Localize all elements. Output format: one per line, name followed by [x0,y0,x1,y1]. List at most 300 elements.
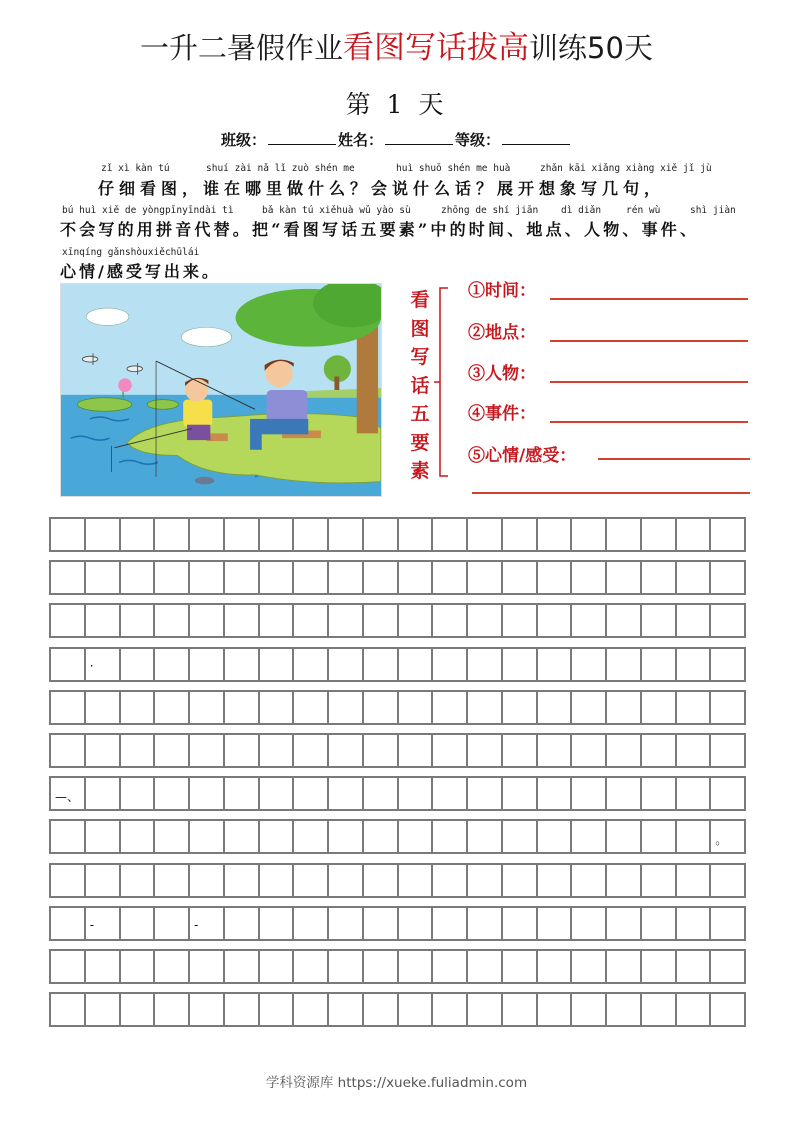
grid-cell[interactable] [711,735,746,766]
grid-cell[interactable] [260,951,295,982]
grid-cell[interactable] [225,908,260,939]
element-feeling-line[interactable] [598,458,750,460]
grid-cell[interactable] [468,778,503,809]
grid-row [49,992,746,1027]
pinyin-line-3: xīnqíng gǎnshòuxiěchūlái [62,247,200,258]
grid-cell[interactable] [503,735,538,766]
grid-cell[interactable] [294,951,329,982]
grid-cell[interactable] [86,994,121,1025]
grid-cell[interactable] [329,562,364,593]
fishing-illustration [60,283,382,497]
element-feeling-label: ⑤心情/感受： [468,446,577,466]
grid-cell[interactable] [225,778,260,809]
grid-cell[interactable] [121,951,156,982]
grid-cell[interactable] [364,865,399,896]
grid-cell[interactable] [86,649,121,680]
element-place-label: ②地点： [468,323,536,343]
element-event-label: ④事件： [468,404,536,424]
grid-cell[interactable] [433,692,468,723]
grid-cell[interactable] [607,735,642,766]
grid-cell[interactable] [155,821,190,852]
grid-cell[interactable] [121,562,156,593]
grid-cell[interactable] [364,562,399,593]
grid-cell[interactable] [711,951,746,982]
grid-cell[interactable] [433,865,468,896]
page-title [0,28,793,68]
grid-cell[interactable] [86,562,121,593]
grid-cell[interactable] [711,562,746,593]
grid-cell[interactable] [260,605,295,636]
grid-cell[interactable] [121,821,156,852]
grid-cell[interactable] [364,994,399,1025]
grid-cell[interactable] [190,994,225,1025]
element-place-line[interactable] [550,340,748,342]
grid-cell[interactable] [433,908,468,939]
grid-cell[interactable] [190,865,225,896]
grid-row [49,733,746,768]
hanzi-line-2: 不会写的用拼音代替。把“看图写话五要素”中的时间、地点、人物、事件、 [60,220,700,239]
element-extra-line[interactable] [472,492,750,494]
grid-cell[interactable] [329,951,364,982]
grid-cell[interactable] [190,605,225,636]
grid-cell[interactable] [642,994,677,1025]
element-event-line[interactable] [550,421,748,423]
grid-cell[interactable] [399,821,434,852]
grid-cell[interactable] [677,778,712,809]
grid-cell[interactable] [503,951,538,982]
title-prefix: 一升二暑假作业 [140,31,344,65]
grid-cell[interactable] [329,908,364,939]
grid-cell[interactable] [503,519,538,550]
grid-cell[interactable] [51,778,86,809]
grid-cell[interactable] [364,605,399,636]
grid-cell[interactable] [155,649,190,680]
grid-cell[interactable] [294,692,329,723]
grid-cell[interactable] [642,562,677,593]
grid-cell[interactable] [572,735,607,766]
grid-cell[interactable] [225,649,260,680]
grid-cell[interactable] [225,865,260,896]
grid-cell[interactable] [190,519,225,550]
grid-cell[interactable] [225,735,260,766]
grid-cell[interactable] [260,908,295,939]
grid-cell[interactable] [399,692,434,723]
grid-cell[interactable] [121,605,156,636]
grid-row [49,819,746,854]
grid-row [49,863,746,898]
grid-cell[interactable] [225,821,260,852]
grid-cell[interactable] [607,994,642,1025]
grid-cell[interactable] [607,778,642,809]
grid-cell[interactable] [642,735,677,766]
name-field[interactable] [385,129,453,145]
pinyin-line-2a: bú huì xiě de yòngpīnyīndài tì [62,205,234,216]
grid-cell[interactable] [121,692,156,723]
grid-cell[interactable] [538,735,573,766]
grid-cell[interactable] [294,562,329,593]
grid-cell[interactable] [329,519,364,550]
grid-cell[interactable] [468,649,503,680]
grid-cell[interactable] [399,994,434,1025]
grid-cell[interactable] [190,908,225,939]
grid-cell[interactable] [294,865,329,896]
grid-cell[interactable] [642,865,677,896]
pinyin-line-2d: dì diǎn [561,205,602,216]
heading-char: 看 [410,289,430,311]
five-elements-heading [408,286,432,486]
grid-cell[interactable] [399,649,434,680]
grid-cell[interactable] [607,908,642,939]
grid-cell[interactable] [51,605,86,636]
grid-cell[interactable] [468,735,503,766]
grid-cell[interactable] [538,692,573,723]
grid-cell[interactable] [433,605,468,636]
grid-cell[interactable] [260,778,295,809]
grid-cell[interactable] [225,519,260,550]
grid-cell[interactable] [399,735,434,766]
grid-cell[interactable] [711,865,746,896]
element-people-line[interactable] [550,381,748,383]
grid-cell[interactable] [433,951,468,982]
grid-cell[interactable] [190,951,225,982]
grid-row [49,560,746,595]
grid-cell[interactable] [538,649,573,680]
grid-cell[interactable] [260,649,295,680]
grid-cell[interactable] [677,562,712,593]
grid-cell[interactable] [329,692,364,723]
grid-cell[interactable] [607,649,642,680]
grid-cell[interactable] [677,865,712,896]
grid-cell[interactable] [51,649,86,680]
grid-cell[interactable] [468,519,503,550]
grid-cell[interactable] [155,562,190,593]
grid-cell[interactable] [677,994,712,1025]
grid-cell[interactable] [329,605,364,636]
grid-row [49,690,746,725]
heading-char: 写 [410,346,430,368]
grid-cell[interactable] [642,605,677,636]
grid-cell[interactable] [572,908,607,939]
grid-cell[interactable] [642,692,677,723]
grid-cell[interactable] [294,821,329,852]
grid-cell[interactable] [711,994,746,1025]
grid-cell[interactable] [433,821,468,852]
grid-cell[interactable] [294,605,329,636]
grid-cell[interactable] [607,605,642,636]
class-label: 班级： [220,131,266,149]
grid-cell[interactable] [225,994,260,1025]
heading-char: 要 [410,431,430,454]
grid-row [49,776,746,811]
grid-cell[interactable] [121,649,156,680]
grid-cell[interactable] [433,735,468,766]
grid-cell[interactable] [86,605,121,636]
grid-cell[interactable] [190,735,225,766]
grid-cell[interactable] [468,865,503,896]
grid-cell[interactable] [364,821,399,852]
grid-cell[interactable] [190,562,225,593]
grid-cell[interactable] [538,865,573,896]
grid-cell[interactable] [642,821,677,852]
grid-cell[interactable] [677,951,712,982]
grid-cell[interactable] [121,519,156,550]
grade-field[interactable] [502,129,570,145]
grid-cell[interactable] [677,605,712,636]
grid-cell[interactable] [642,649,677,680]
class-field[interactable] [268,129,336,145]
fishing-scene-image [61,284,381,496]
grid-cell[interactable] [503,821,538,852]
grid-cell[interactable] [260,692,295,723]
grid-cell[interactable] [86,692,121,723]
grid-cell[interactable] [155,735,190,766]
grid-cell[interactable] [260,562,295,593]
grid-cell[interactable] [86,951,121,982]
grid-cell[interactable] [86,519,121,550]
grid-cell[interactable] [364,649,399,680]
grid-cell[interactable] [677,908,712,939]
grid-cell[interactable] [260,865,295,896]
bracket-icon [434,286,450,478]
grid-cell[interactable] [433,994,468,1025]
grid-cell[interactable] [538,951,573,982]
grid-cell[interactable] [607,821,642,852]
grid-cell[interactable] [468,692,503,723]
grid-cell[interactable] [364,519,399,550]
grid-cell[interactable] [260,519,295,550]
grid-cell[interactable] [51,821,86,852]
handwritten-mark: - [194,917,199,932]
grid-cell[interactable] [51,951,86,982]
grid-cell[interactable] [711,778,746,809]
grid-cell[interactable] [399,562,434,593]
grid-cell[interactable] [294,908,329,939]
grid-cell[interactable] [642,519,677,550]
grid-cell[interactable] [642,908,677,939]
title-highlight: 看图写话拔高 [343,30,530,66]
grid-cell[interactable] [329,994,364,1025]
grid-cell[interactable] [572,865,607,896]
grid-cell[interactable] [364,908,399,939]
grid-cell[interactable] [503,908,538,939]
grid-cell[interactable] [433,778,468,809]
grid-row [49,517,746,552]
grid-cell[interactable] [225,605,260,636]
element-time-line[interactable] [550,298,748,300]
grid-cell[interactable] [711,605,746,636]
grid-cell[interactable] [364,735,399,766]
grid-cell[interactable] [572,692,607,723]
grid-cell[interactable] [51,519,86,550]
grid-cell[interactable] [329,821,364,852]
grid-cell[interactable] [468,562,503,593]
heading-char: 话 [410,374,430,397]
element-time-label: ①时间： [468,281,536,301]
grid-cell[interactable] [468,994,503,1025]
grid-cell[interactable] [503,692,538,723]
grid-cell[interactable] [121,865,156,896]
grid-cell[interactable] [677,735,712,766]
element-people-label: ③人物： [468,364,536,384]
grid-cell[interactable] [677,692,712,723]
grid-cell[interactable] [503,994,538,1025]
grid-cell[interactable] [155,865,190,896]
grid-cell[interactable] [711,519,746,550]
grid-cell[interactable] [538,994,573,1025]
pinyin-line-2c: zhōng de shí jiān [441,205,539,216]
grid-cell[interactable] [364,951,399,982]
grid-cell[interactable] [155,692,190,723]
grid-cell[interactable] [155,519,190,550]
grid-cell[interactable] [468,951,503,982]
grid-row [49,949,746,984]
grid-cell[interactable] [642,778,677,809]
grid-cell[interactable] [468,821,503,852]
grid-cell[interactable] [538,778,573,809]
grid-cell[interactable] [86,778,121,809]
grid-cell[interactable] [538,605,573,636]
grid-cell[interactable] [51,692,86,723]
grid-cell[interactable] [260,735,295,766]
grid-row [49,603,746,638]
grid-cell[interactable] [329,778,364,809]
grid-cell[interactable] [51,865,86,896]
grid-cell[interactable] [607,692,642,723]
grid-cell[interactable] [433,562,468,593]
grid-cell[interactable] [572,778,607,809]
grid-cell[interactable] [51,735,86,766]
grid-cell[interactable] [572,605,607,636]
grid-cell[interactable] [155,605,190,636]
pinyin-line-2b: bǎ kàn tú xiěhuà wǔ yào sù [262,205,411,216]
grid-cell[interactable] [51,908,86,939]
grid-cell[interactable] [225,692,260,723]
grid-cell[interactable] [86,735,121,766]
student-info-row [0,128,793,152]
grid-cell[interactable] [538,908,573,939]
grid-cell[interactable] [190,692,225,723]
grid-cell[interactable] [86,908,121,939]
heading-char: 素 [410,460,430,482]
pinyin-line-1c: huì shuō shén me huà [396,163,511,174]
grid-cell[interactable] [399,865,434,896]
grid-cell[interactable] [642,951,677,982]
grid-cell[interactable] [399,908,434,939]
grid-cell[interactable] [538,821,573,852]
pinyin-line-1b: shuí zài nǎ lǐ zuò shén me [206,163,355,174]
grid-cell[interactable] [399,778,434,809]
grid-cell[interactable] [329,865,364,896]
grid-cell[interactable] [86,865,121,896]
grid-cell[interactable] [503,649,538,680]
day-title: 第 1 天 [345,90,448,119]
grid-cell[interactable] [607,519,642,550]
handwritten-mark: 。 [715,833,728,848]
handwritten-mark: · [89,658,94,673]
grid-cell[interactable] [503,605,538,636]
grid-cell[interactable] [155,778,190,809]
grid-cell[interactable] [364,778,399,809]
grid-cell[interactable] [399,519,434,550]
grid-cell[interactable] [677,821,712,852]
grid-cell[interactable] [155,951,190,982]
grid-cell[interactable] [572,649,607,680]
grid-cell[interactable] [260,994,295,1025]
grid-cell[interactable] [260,821,295,852]
grid-cell[interactable] [121,994,156,1025]
grid-cell[interactable] [294,735,329,766]
grid-cell[interactable] [711,692,746,723]
grid-cell[interactable] [190,649,225,680]
grid-cell[interactable] [155,908,190,939]
grid-cell[interactable] [711,821,746,852]
pinyin-line-1d: zhǎn kāi xiǎng xiàng xiě jǐ jù [540,163,712,174]
grid-cell[interactable] [572,519,607,550]
grid-cell[interactable] [51,562,86,593]
grid-cell[interactable] [607,562,642,593]
grid-cell[interactable] [121,778,156,809]
grid-cell[interactable] [364,692,399,723]
grid-cell[interactable] [294,778,329,809]
grid-cell[interactable] [433,519,468,550]
grid-cell[interactable] [538,519,573,550]
grid-cell[interactable] [572,994,607,1025]
heading-char: 五 [410,403,430,425]
grid-cell[interactable] [329,735,364,766]
grid-cell[interactable] [572,562,607,593]
grid-cell[interactable] [677,519,712,550]
handwritten-mark: —、 [55,790,80,805]
grid-cell[interactable] [399,951,434,982]
grid-row [49,647,746,682]
grid-cell[interactable] [121,908,156,939]
grid-cell[interactable] [711,649,746,680]
grid-cell[interactable] [538,562,573,593]
grid-cell[interactable] [329,649,364,680]
grid-cell[interactable] [225,562,260,593]
grid-cell[interactable] [51,994,86,1025]
grid-cell[interactable] [294,519,329,550]
grid-cell[interactable] [433,649,468,680]
grid-cell[interactable] [572,821,607,852]
heading-char: 图 [410,317,430,340]
grid-cell[interactable] [86,821,121,852]
grid-cell[interactable] [503,865,538,896]
grid-cell[interactable] [572,951,607,982]
grid-cell[interactable] [294,994,329,1025]
grid-cell[interactable] [294,649,329,680]
grid-cell[interactable] [190,778,225,809]
grid-cell[interactable] [225,951,260,982]
grid-cell[interactable] [607,865,642,896]
grid-cell[interactable] [607,951,642,982]
grid-cell[interactable] [155,994,190,1025]
grid-cell[interactable] [503,778,538,809]
title-suffix: 训练50天 [529,31,653,65]
hanzi-line-3: 心情/感受写出来。 [60,262,221,281]
grid-cell[interactable] [190,821,225,852]
grid-cell[interactable] [468,908,503,939]
pinyin-line-2f: shì jiàn [690,205,736,216]
handwritten-mark: - [89,917,95,932]
grid-cell[interactable] [468,605,503,636]
five-elements-panel [400,278,760,500]
grid-cell[interactable] [399,605,434,636]
grid-cell[interactable] [503,562,538,593]
grid-cell[interactable] [711,908,746,939]
grid-cell[interactable] [677,649,712,680]
grid-cell[interactable] [121,735,156,766]
